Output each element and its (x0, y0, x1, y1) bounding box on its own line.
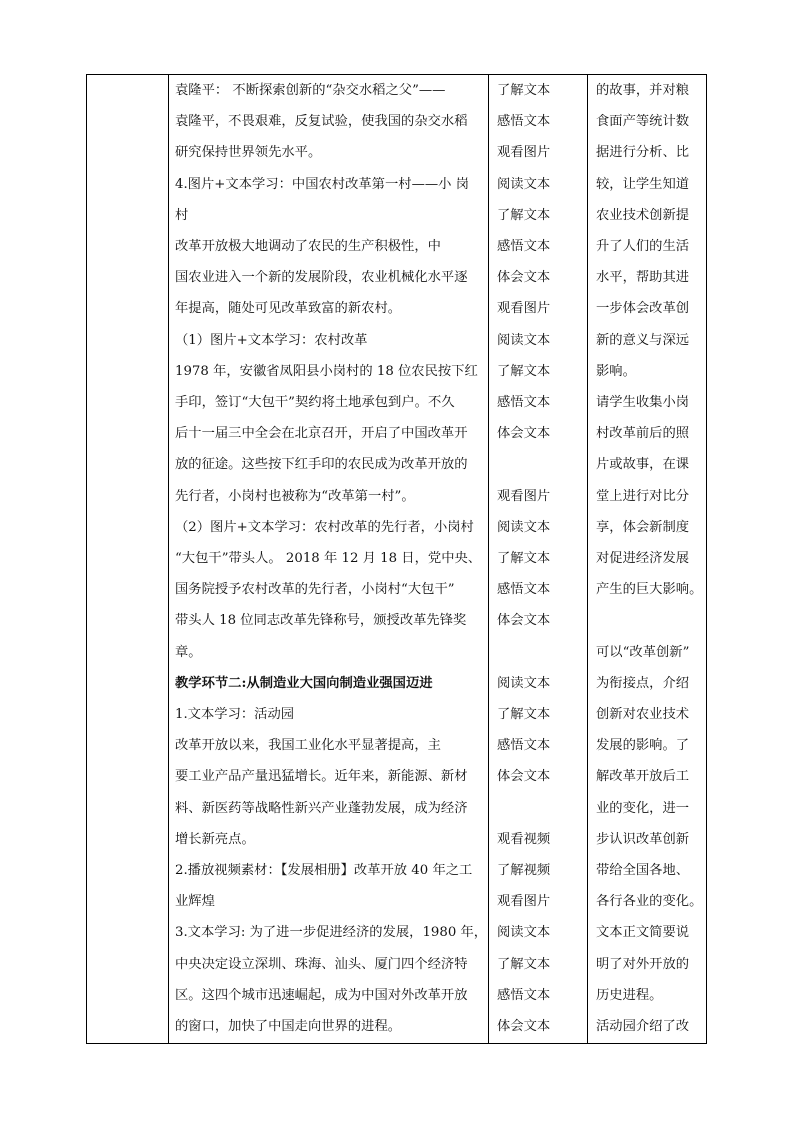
intent-text-line: 可以“改革创新” (596, 644, 690, 660)
intent-text-line: 堂上进行对比分 (596, 488, 690, 504)
intent-text-line: 活动园介绍了改 (596, 1019, 690, 1034)
activity-text-line: 了解文本 (497, 207, 551, 223)
intent-text-line: 水平，帮助其进 (596, 270, 690, 286)
activity-text-line: 阅读文本 (497, 332, 551, 348)
intent-text-line: 对促进经济发展 (596, 551, 690, 566)
activity-text-line: 了解文本 (497, 956, 551, 972)
activity-text-line: 感悟文本 (497, 738, 551, 754)
content-text-line: 袁隆平： 不断探索创新的“杂交水稻之父”—— (175, 83, 446, 98)
content-text-line: 中央决定设立深圳、珠海、汕头、厦门四个经济特 (175, 956, 468, 972)
content-text-line: 要工业产品产量迅猛增长。近年来，新能源、新材 (175, 769, 468, 785)
intent-text-line: 步认识改革创新 (596, 831, 690, 847)
content-text-line: 2.播放视频素材：【发展相册】改革开放 40 年之工 (175, 863, 473, 878)
intent-text-line: 为衔接点，介绍 (596, 675, 690, 691)
content-text-line: 增长新亮点。 (175, 831, 255, 847)
activity-text-line: 体会文本 (497, 613, 551, 629)
content-text-line: 4.图片+文本学习：中国农村改革第一村——小 岗 (175, 176, 469, 192)
activity-text-line: 体会文本 (497, 769, 551, 785)
activity-text-line: 观看图片 (497, 894, 551, 910)
content-text-line: 手印，签订“大包干”契约将土地承包到户。不久 (175, 395, 455, 410)
activity-text-line: 阅读文本 (497, 176, 551, 192)
content-text-line: 章。 (175, 644, 202, 660)
activity-text-line: 阅读文本 (497, 675, 551, 691)
content-text-line: 业辉煌 (175, 894, 215, 910)
intent-text-line: 发展的影响。了 (596, 738, 690, 754)
intent-text-line: 请学生收集小岗 (596, 395, 690, 410)
content-text-line: 国农业进入一个新的发展阶段，农业机械化水平逐 (175, 270, 468, 286)
content-text-line: “大包干”带头人。 2018 年 12 月 18 日，党中央、 (175, 551, 482, 566)
content-text-line: 的窗口，加快了中国走向世界的进程。 (175, 1019, 402, 1034)
intent-text-line: 农业技术创新提 (596, 207, 690, 223)
intent-text-line: 较，让学生知道 (596, 176, 690, 192)
activity-text-line: 了解文本 (497, 83, 551, 98)
intent-text-line: 带给全国各地、 (596, 863, 690, 878)
activity-text-line: 体会文本 (497, 270, 551, 286)
intent-text-line: 产生的巨大影响。 (596, 582, 703, 598)
activity-text-line: 感悟文本 (497, 114, 551, 130)
content-text-line: 年提高，随处可见改革致富的新农村。 (175, 301, 402, 317)
intent-text-line: 创新对农业技术 (596, 707, 690, 722)
content-text-line: 改革开放极大地调动了农民的生产积极性，中 (175, 239, 441, 254)
content-text-line: 料、新医药等战略性新兴产业蓬勃发展，成为经济 (175, 800, 468, 816)
content-text-line: 教学环节二:从制造业大国向制造业强国迈进 (175, 675, 433, 691)
intent-text-line: 明了对外开放的 (596, 956, 690, 972)
activity-text-line: 感悟文本 (497, 395, 551, 410)
content-text-line: （2）图片+文本学习：农村改革的先行者，小岗村 (175, 519, 474, 535)
student-activity-cell (489, 75, 587, 1043)
activity-text-line: 体会文本 (497, 426, 551, 442)
intent-text-line: 享，体会新制度 (596, 519, 690, 535)
activity-text-line: 观看图片 (497, 488, 551, 504)
activity-text-line: 阅读文本 (497, 925, 551, 941)
intent-text-line: 新的意义与深远 (596, 332, 690, 348)
activity-text-line: 体会文本 (497, 1019, 551, 1034)
activity-text-line: 了解视频 (497, 863, 551, 878)
intent-text-line: 业的变化，进一 (596, 800, 690, 816)
intent-text-line: 一步体会改革创 (596, 301, 690, 317)
activity-text-line: 感悟文本 (497, 582, 551, 598)
activity-text-line: 观看图片 (497, 145, 551, 161)
content-text-line: 放的征途。这些按下红手印的农民成为改革开放的 (175, 457, 468, 473)
intent-text-line: 历史进程。 (596, 987, 663, 1003)
activity-text-line: 了解文本 (497, 363, 551, 379)
intent-text-line: 食面产等统计数 (596, 114, 690, 130)
content-text-line: 区。这四个城市迅速崛起，成为中国对外改革开放 (175, 987, 468, 1003)
content-text-line: 带头人 18 位同志改革先锋称号，颁授改革先锋奖 (175, 613, 467, 629)
activity-text-line: 观看图片 (497, 301, 551, 317)
content-text-line: 3.文本学习: 为了进一步促进经济的发展，1980 年， (175, 925, 488, 941)
activity-text-line: 了解文本 (497, 707, 551, 722)
activity-text-line: 感悟文本 (497, 987, 551, 1003)
intent-text-line: 升了人们的生活 (596, 239, 690, 254)
blank-cell (87, 75, 168, 1043)
activity-text-line: 观看视频 (497, 831, 551, 847)
intent-text-line: 影响。 (596, 363, 636, 379)
content-text-line: 国务院授予农村改革的先行者，小岗村“大包干” (175, 582, 455, 598)
design-intent-cell (588, 75, 707, 1043)
content-text-line: 先行者，小岗村也被称为“改革第一村”。 (175, 488, 415, 504)
intent-text-line: 据进行分析、比 (596, 145, 690, 161)
activity-text-line: 了解文本 (497, 551, 551, 566)
lesson-plan-table (86, 74, 707, 1044)
intent-text-line: 片或故事，在课 (596, 457, 690, 473)
intent-text-line: 解改革开放后工 (596, 769, 690, 785)
content-text-line: （1）图片+文本学习：农村改革 (175, 332, 368, 348)
content-text-line: 1978 年，安徽省凤阳县小岗村的 18 位农民按下红 (175, 363, 478, 379)
content-text-line: 1.文本学习：活动园 (175, 707, 295, 722)
content-text-line: 袁隆平，不畏艰难，反复试验，使我国的杂交水稻 (175, 114, 468, 130)
intent-text-line: 村改革前后的照 (596, 426, 690, 442)
intent-text-line: 的故事，并对粮 (596, 83, 690, 98)
content-text-line: 村 (175, 207, 189, 223)
teaching-content-cell (169, 75, 488, 1043)
content-text-line: 改革开放以来，我国工业化水平显著提高，主 (175, 738, 441, 754)
content-text-line: 后十一届三中全会在北京召开，开启了中国改革开 (175, 426, 468, 442)
intent-text-line: 文本正文简要说 (596, 925, 690, 941)
activity-text-line: 阅读文本 (497, 519, 551, 535)
intent-text-line: 各行各业的变化。 (596, 894, 703, 910)
content-text-line: 研究保持世界领先水平。 (175, 145, 322, 161)
activity-text-line: 感悟文本 (497, 239, 551, 254)
